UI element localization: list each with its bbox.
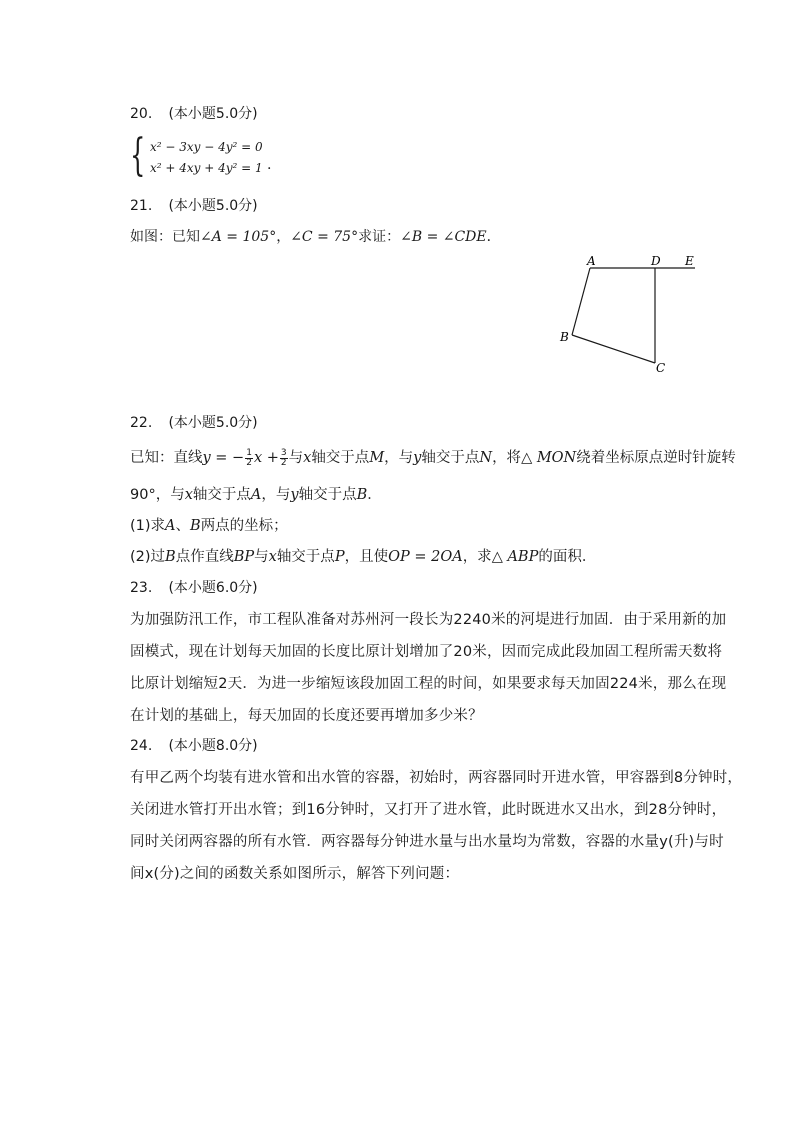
q24-line-4: 间x(分)之间的函数关系如图所示，解答下列问题： (130, 866, 460, 882)
q20-number: 20. (130, 106, 153, 122)
q22-math-y: y = − (202, 450, 245, 466)
q22-text: 与 (254, 549, 269, 565)
q23-number: 23. (130, 580, 153, 596)
left-brace-icon: { (130, 130, 146, 181)
q22-line-name: BP (233, 549, 255, 565)
q22-point: A (250, 487, 262, 503)
q24-line-3: 同时关闭两容器的所有水管．两容器每分钟进水量与出水量均为常数，容器的水量y(升)与时 (130, 834, 724, 850)
q22-point: B (190, 518, 201, 534)
q22-text: 已知：直线 (130, 450, 203, 466)
q21-statement (130, 227, 501, 247)
q22-text: ，求 (462, 549, 492, 565)
q22-text: 的面积． (538, 549, 597, 565)
q21-end: ． (486, 229, 501, 245)
q21-figure (555, 250, 705, 380)
frac-denominator: 2 (280, 457, 287, 468)
line-ab (572, 268, 590, 335)
label-b: B (560, 330, 569, 344)
q22-score: (本小题5.0分) (168, 415, 258, 431)
q22-text: (1)求 (130, 518, 166, 534)
q22-triangle: △ MON (521, 450, 577, 466)
fraction-three-halves (280, 449, 288, 468)
q20-score: (本小题5.0分) (168, 106, 258, 122)
label-e: E (685, 254, 694, 268)
q22-point: M (369, 450, 385, 466)
q20-equation-2: x² + 4xy + 4y² = 1 (150, 161, 263, 175)
q23-score: (本小题6.0分) (168, 580, 258, 596)
q22-text: 轴交于点 (311, 450, 370, 466)
q22-point: N (479, 450, 493, 466)
q23-header (130, 578, 258, 598)
q23-line-3: 比原计划缩短2天．为进一步缩短该段加固工程的时间，如果要求每天加固224米，那么在现 (130, 676, 727, 692)
q22-text: ，将 (492, 450, 522, 466)
q22-equation: OP = 2OA (388, 549, 463, 565)
q22-line-1 (130, 448, 736, 468)
q24-line-1: 有甲乙两个均装有进水管和出水管的容器，初始时，两容器同时开进水管，甲容器到8分钟时， (130, 770, 743, 786)
q22-text: 轴交于点 (276, 549, 335, 565)
q21-header (130, 196, 258, 216)
q22-part-2 (130, 547, 596, 567)
frac-numerator: 3 (280, 447, 287, 458)
q22-triangle: △ ABP (491, 549, 539, 565)
q22-line-2 (130, 485, 382, 505)
q24-number: 24. (130, 738, 153, 754)
q22-text: (2)过 (130, 549, 166, 565)
q22-part-1 (130, 516, 288, 536)
q22-var: x (184, 487, 193, 503)
q22-text: ，与 (155, 487, 185, 503)
q22-math-x: x + (253, 450, 279, 466)
q23-line-1: 为加强防汛工作，市工程队准备对苏州河一段长为2240米的河堤进行加固．由于采用新的加 (130, 612, 727, 628)
q24-score: (本小题8.0分) (168, 738, 258, 754)
line-bc (572, 335, 655, 363)
q22-text: ，与 (261, 487, 291, 503)
q22-text: 轴交于点 (421, 450, 480, 466)
q22-point: P (334, 549, 345, 565)
q21-angle-a: ∠A = 105° (200, 229, 277, 245)
q22-text: ，且使 (344, 549, 389, 565)
fraction-one-half (245, 449, 253, 468)
label-a: A (587, 254, 596, 268)
q22-point: B (165, 549, 176, 565)
q21-prove-label: 求证： (358, 229, 401, 245)
q21-claim: ∠B = ∠CDE (400, 229, 487, 245)
q22-number: 22. (130, 415, 153, 431)
q22-point: B (356, 487, 368, 503)
q22-var: y (413, 450, 422, 466)
q22-text: 、 (175, 518, 191, 534)
q22-degree: 90° (130, 487, 156, 503)
q22-header (130, 413, 258, 433)
q22-text: ． (367, 487, 382, 503)
q22-text: ，与 (384, 450, 414, 466)
q20-end-period: . (267, 157, 272, 173)
q20-equation-1: x² − 3xy − 4y² = 0 (150, 140, 263, 154)
q21-score: (本小题5.0分) (168, 198, 258, 214)
q22-var: x (303, 450, 312, 466)
frac-numerator: 1 (246, 447, 252, 458)
q22-text: 轴交于点 (298, 487, 357, 503)
q20-header (130, 104, 258, 124)
q24-line-2: 关闭进水管打开出水管；到16分钟时，又打开了进水管，此时既进水又出水，到28分钟时， (130, 802, 727, 818)
q22-text: 两点的坐标； (200, 518, 288, 534)
label-d: D (651, 254, 661, 268)
q24-header (130, 736, 258, 756)
q21-angle-c: ∠C = 75° (290, 229, 359, 245)
label-c: C (656, 361, 666, 375)
q22-text: 绕着坐标原点逆时针旋转 (576, 450, 736, 466)
q22-var: x (268, 549, 277, 565)
q23-line-4: 在计划的基础上，每天加固的长度还要再增加多少米？ (130, 708, 483, 724)
q22-var: y (290, 487, 299, 503)
q22-point: A (165, 518, 176, 534)
quadrilateral-diagram (555, 250, 705, 380)
q21-text-prefix: 如图：已知 (130, 229, 200, 245)
q22-text: 与 (288, 450, 304, 466)
q22-text: 点作直线 (175, 549, 234, 565)
q23-line-2: 固模式，现在计划每天加固的长度比原计划增加了20米，因而完成此段加固工程所需天数将 (130, 644, 723, 660)
frac-denominator: 2 (246, 457, 252, 468)
q21-separator: ， (276, 229, 291, 245)
q22-text: 轴交于点 (192, 487, 251, 503)
q21-number: 21. (130, 198, 153, 214)
